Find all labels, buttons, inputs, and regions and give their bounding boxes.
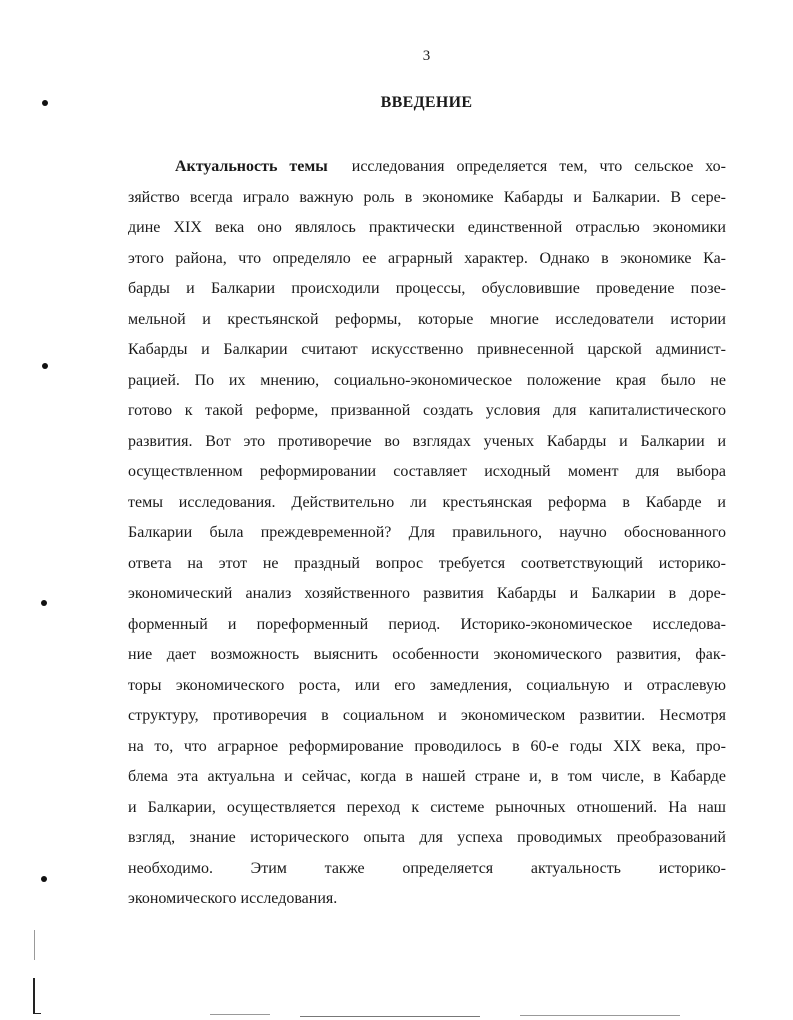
scan-edge-line [33,1013,41,1014]
page-number: 3 [422,48,431,64]
section-title: ВВЕДЕНИЕ [380,94,473,111]
paragraph-line: дине XIX века оно являлось практически единственной отраслью экономики [128,219,726,236]
paragraph-line: экономического исследования. [128,890,338,907]
paragraph-line: развития. Вот это противоречие во взглядах ученых Кабарды и Балкарии и [128,432,726,450]
binder-hole-mark [42,363,48,369]
lead-bold: Актуальность темы [175,158,328,175]
scan-edge-line [34,930,35,960]
paragraph-line [128,152,726,183]
paragraph-line: осуществленном реформировании составляет исходный момент для выбора [128,463,726,480]
paragraph-line: блема эта актуальна и сейчас, когда в нашей стране и, в том числе, в Кабарде [128,768,726,785]
paragraph-line: Балкарии была преждевременной? Для правильного, научно обоснованного [128,524,726,541]
paragraph-line: и Балкарии, осуществляется переход к системе рыночных отношений. На наш [128,798,726,816]
paragraph-line: барды и Балкарии происходили процессы, обусловившие проведение позе- [128,280,726,297]
paragraph-line: структуру, противоречия в социальном и экономическом развитии. Несмотря [128,707,726,724]
paragraph-line: Кабарды и Балкарии считают искусственно привнесенной царской админист- [128,341,726,358]
paragraph-line-text: исследования определяется тем, что сельское хо- [351,158,727,175]
paragraph-line: готово к такой реформе, призванной создать условия для капиталистического [128,402,726,419]
paragraph-line: мельной и крестьянской реформы, которые многие исследователи истории [128,310,726,328]
scan-bottom-line [520,1015,680,1016]
paragraph-line: этого района, что определяло ее аграрный характер. Однако в экономике Ка- [128,249,726,267]
paragraph-line: форменный и пореформенный период. Историко-экономическое исследова- [128,615,726,633]
paragraph-line: темы исследования. Действительно ли крестьянская реформа в Кабарде и [128,493,726,511]
paragraph-line: рацией. По их мнению, социально-экономическое положение края было не [128,371,726,389]
paragraph-line: взгляд, знание исторического опыта для успеха проводимых преобразований [128,829,726,846]
body-text [128,152,726,915]
binder-hole-mark [41,600,47,606]
paragraph-line: на то, что аграрное реформирование проводилось в 60-е годы XIX века, про- [128,737,726,755]
scan-bottom-line [210,1014,270,1015]
paragraph-line: ответа на этот не праздный вопрос требуется соответствующий историко- [128,554,726,572]
paragraph-line: необходимо. Этим также определяется актуальность историко- [128,859,726,877]
paragraph-line: ние дает возможность выяснить особенности экономического развития, фак- [128,646,726,663]
binder-hole-mark [41,876,47,882]
paragraph-line: торы экономического роста, или его замедления, социальную и отраслевую [128,676,726,694]
scan-edge-line [33,978,35,1014]
scan-bottom-line [300,1016,480,1017]
paragraph-line: зяйство всегда играло важную роль в экономике Кабарды и Балкарии. В сере- [128,188,726,206]
binder-hole-mark [42,100,48,106]
paragraph-line: экономический анализ хозяйственного развития Кабарды и Балкарии в доре- [128,585,726,602]
